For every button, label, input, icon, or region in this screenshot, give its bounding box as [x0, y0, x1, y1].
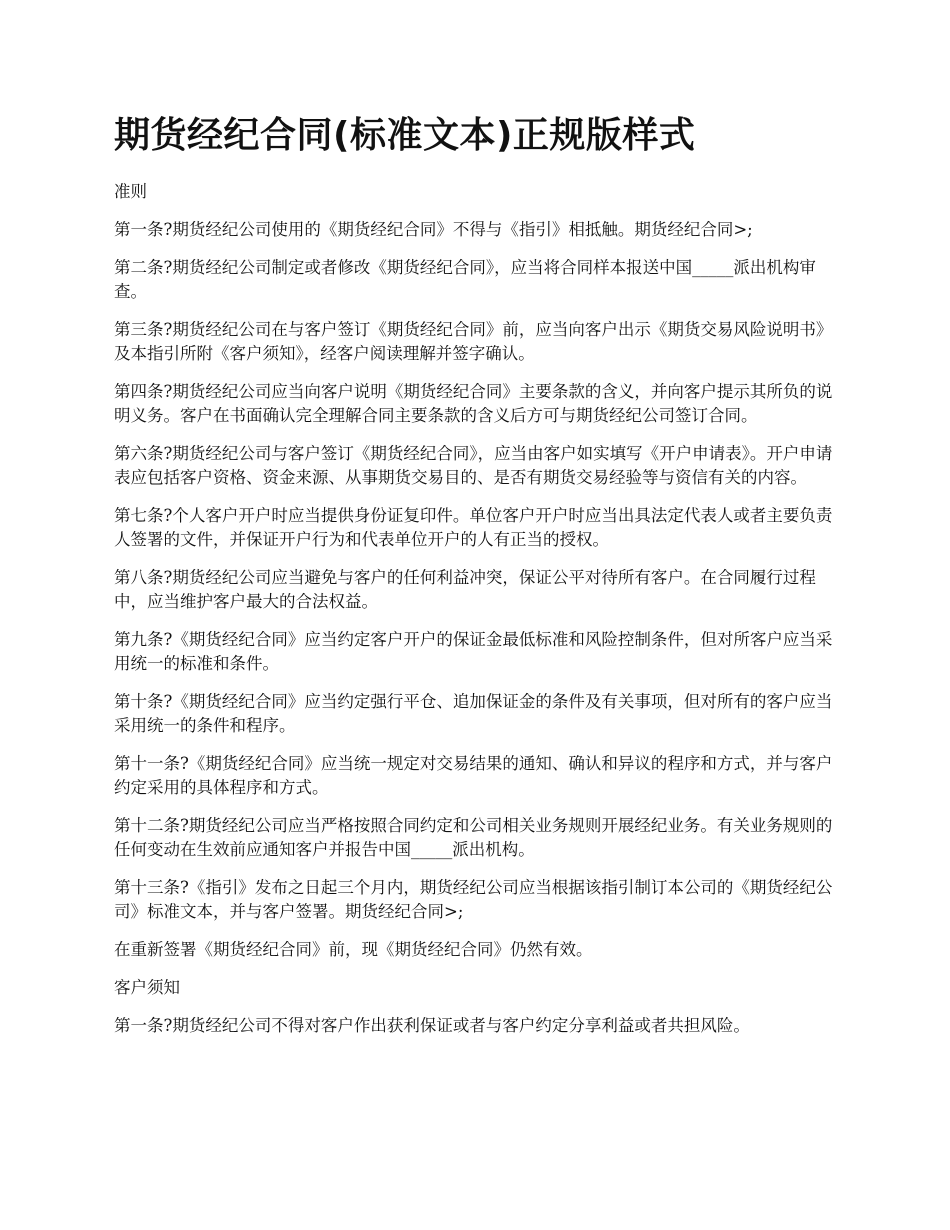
paragraph-article-3: 第三条?期货经纪公司在与客户签订《期货经纪合同》前，应当向客户出示《期货交易风险说明书》及本指引所附《客户须知》，经客户阅读理解并签字确认。 — [114, 320, 833, 363]
document-body — [114, 180, 840, 1052]
paragraph-article-1: 第一条?期货经纪公司使用的《期货经纪合同》不得与《指引》相抵触。期货经纪合同>; — [114, 220, 753, 239]
paragraph-article-4: 第四条?期货经纪公司应当向客户说明《期货经纪合同》主要条款的含义，并向客户提示其所负的说明义务。客户在书面确认完全理解合同主要条款的含义后方可与期货经纪公司签订合同。 — [114, 382, 833, 425]
paragraph-article-10: 第十条?《期货经纪合同》应当约定强行平仓、追加保证金的条件及有关事项，但对所有的客户应当采用统一的条件和程序。 — [114, 692, 833, 735]
paragraph-article-6: 第六条?期货经纪公司与客户签订《期货经纪合同》，应当由客户如实填写《开户申请表》。开户申请表应包括客户资格、资金来源、从事期货交易目的、是否有期货交易经验等与资信有关的内容。 — [114, 444, 833, 487]
paragraph-article-8: 第八条?期货经纪公司应当避免与客户的任何利益冲突，保证公平对待所有客户。在合同履行过程中，应当维护客户最大的合法权益。 — [114, 568, 816, 611]
paragraph-notice-article-1: 第一条?期货经纪公司不得对客户作出获利保证或者与客户约定分享利益或者共担风险。 — [114, 1016, 750, 1035]
paragraph-article-11: 第十一条?《期货经纪合同》应当统一规定对交易结果的通知、确认和异议的程序和方式，并与客户约定采用的具体程序和方式。 — [114, 754, 833, 797]
paragraph-validity-note: 在重新签署《期货经纪合同》前，现《期货经纪合同》仍然有效。 — [114, 940, 593, 959]
paragraph-article-13: 第十三条?《指引》发布之日起三个月内，期货经纪公司应当根据该指引制订本公司的《期货经纪公司》标准文本，并与客户签署。期货经纪合同>; — [114, 878, 833, 921]
paragraph-article-12: 第十二条?期货经纪公司应当严格按照合同约定和公司相关业务规则开展经纪业务。有关业务规则的任何变动在生效前应通知客户并报告中国_____派出机构。 — [114, 816, 833, 859]
paragraph-article-2: 第二条?期货经纪公司制定或者修改《期货经纪合同》，应当将合同样本报送中国_____派出机构审查。 — [114, 258, 816, 301]
document-title: 期货经纪合同(标准文本)正规版样式 — [114, 115, 696, 156]
section-heading-client-notice: 客户须知 — [114, 978, 180, 997]
paragraph-article-7: 第七条?个人客户开户时应当提供身份证复印件。单位客户开户时应当出具法定代表人或者主要负责人签署的文件，并保证开户行为和代表单位开户的人有正当的授权。 — [114, 506, 833, 549]
section-heading-guidelines: 准则 — [114, 182, 147, 201]
paragraph-article-9: 第九条?《期货经纪合同》应当约定客户开户的保证金最低标准和风险控制条件，但对所客户应当采用统一的标准和条件。 — [114, 630, 833, 673]
